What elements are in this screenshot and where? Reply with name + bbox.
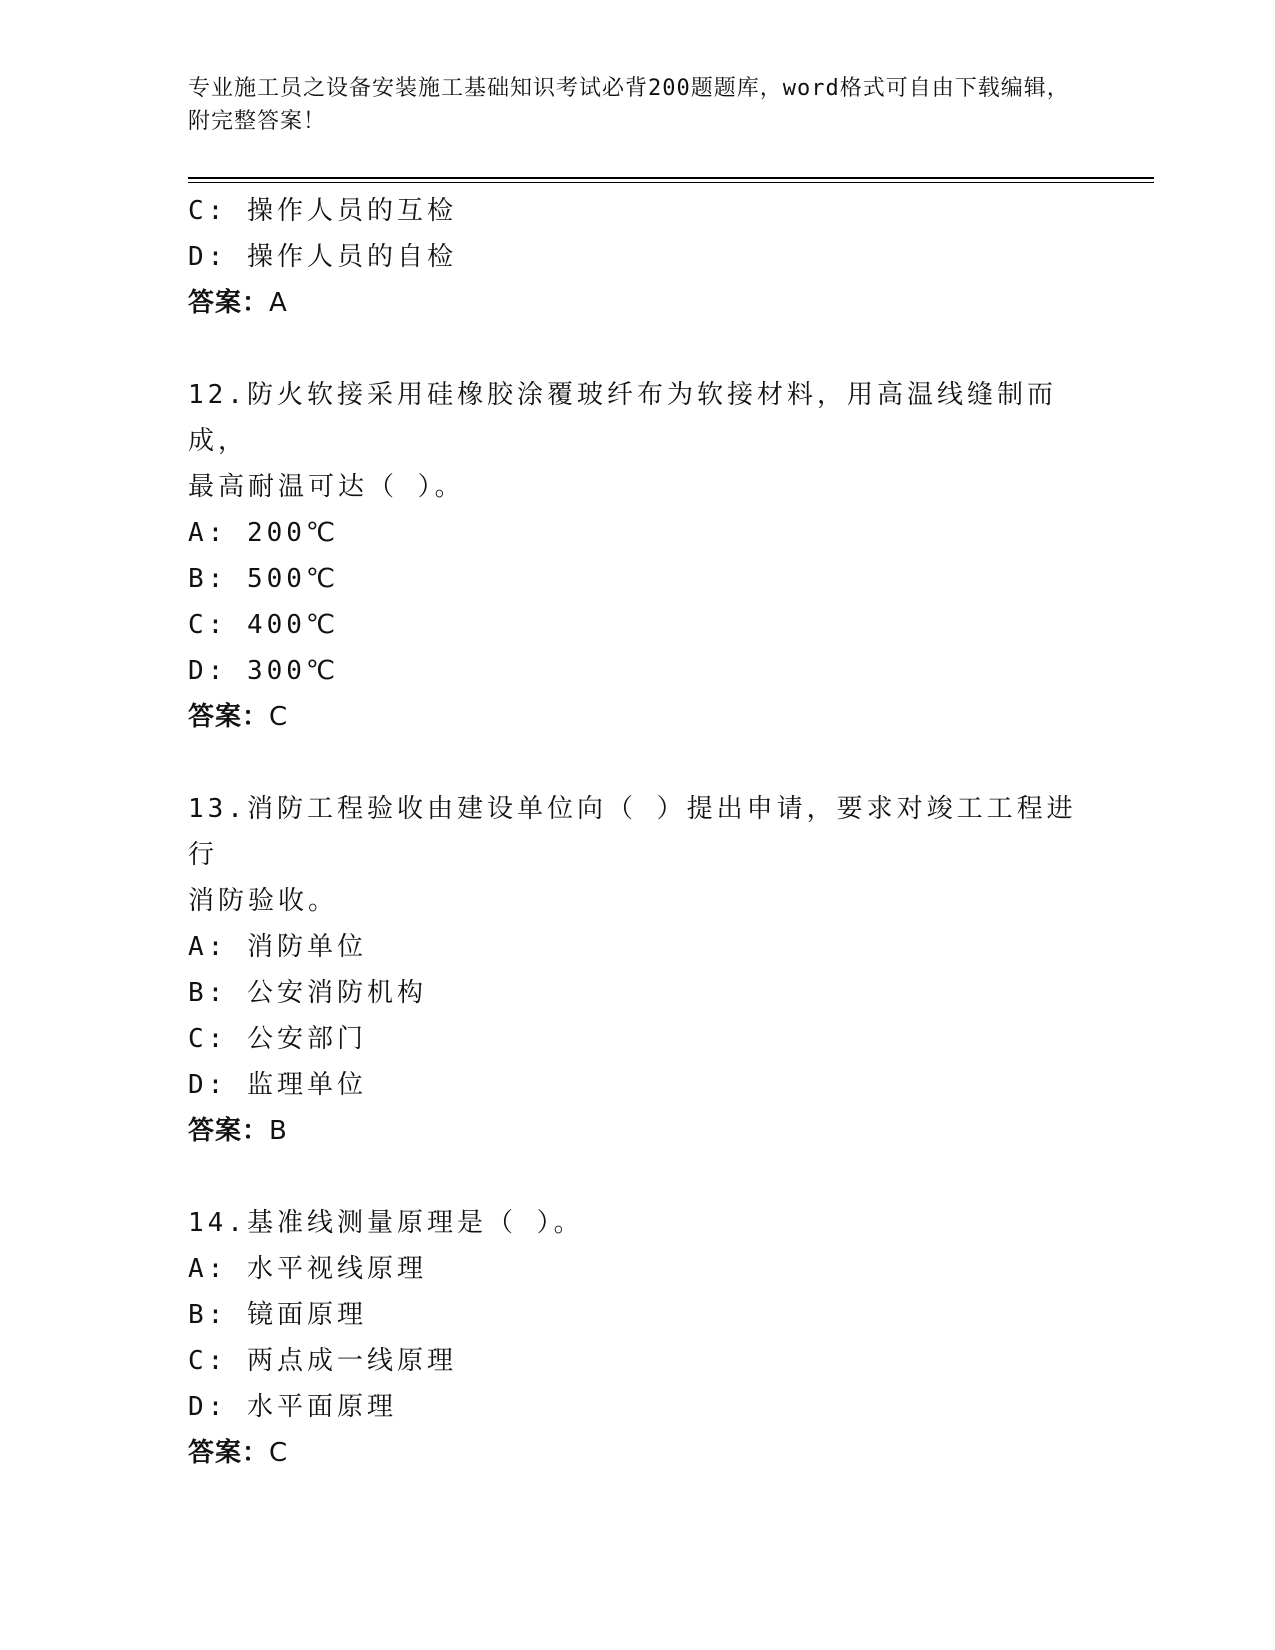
question-stem-line: 13.消防工程验收由建设单位向（ ）提出申请，要求对竣工工程进行 xyxy=(188,794,1077,870)
option-a: A: 消防单位 xyxy=(188,932,367,962)
question-14 xyxy=(188,1200,1088,1476)
answer-line xyxy=(188,1430,1088,1476)
answer-line xyxy=(188,1108,1088,1154)
answer-label: 答案： xyxy=(188,288,270,318)
option-b: B: 500℃ xyxy=(188,564,340,594)
question-stem-line: 12.防火软接采用硅橡胶涂覆玻纤布为软接材料，用高温线缝制而成， xyxy=(188,380,1057,456)
header-divider-thick xyxy=(188,177,1154,179)
option-c: C: 400℃ xyxy=(188,610,340,640)
question-stem-line: 消防验收。 xyxy=(188,886,339,916)
option-d: D: 300℃ xyxy=(188,656,340,686)
question-stem-line: 14.基准线测量原理是（ ）。 xyxy=(188,1208,584,1238)
answer-value: B xyxy=(269,1116,288,1146)
question-13 xyxy=(188,786,1088,1154)
answer-value: A xyxy=(269,288,288,318)
option-d: D: 操作人员的自检 xyxy=(188,242,457,272)
option-c: C: 操作人员的互检 xyxy=(188,196,457,226)
answer-line xyxy=(188,694,1088,740)
header-divider-thin xyxy=(188,182,1154,183)
answer-label: 答案： xyxy=(188,1116,270,1146)
option-c: C: 公安部门 xyxy=(188,1024,367,1054)
option-a: A: 200℃ xyxy=(188,518,340,548)
document-header-title: 专业施工员之设备安装施工基础知识考试必背200题题库，word格式可自由下载编辑，附完整答案！ xyxy=(188,76,1070,134)
document-body xyxy=(188,188,1088,1476)
answer-label: 答案： xyxy=(188,702,270,732)
option-a: A: 水平视线原理 xyxy=(188,1254,427,1284)
carryover-question xyxy=(188,188,1088,326)
option-d: D: 监理单位 xyxy=(188,1070,367,1100)
question-stem-line: 最高耐温可达（ ）。 xyxy=(188,472,465,502)
answer-line xyxy=(188,280,1088,326)
option-d: D: 水平面原理 xyxy=(188,1392,397,1422)
question-12 xyxy=(188,372,1088,740)
answer-value: C xyxy=(269,702,289,732)
answer-label: 答案： xyxy=(188,1438,270,1468)
option-b: B: 镜面原理 xyxy=(188,1300,367,1330)
option-c: C: 两点成一线原理 xyxy=(188,1346,457,1376)
answer-value: C xyxy=(269,1438,289,1468)
option-b: B: 公安消防机构 xyxy=(188,978,427,1008)
